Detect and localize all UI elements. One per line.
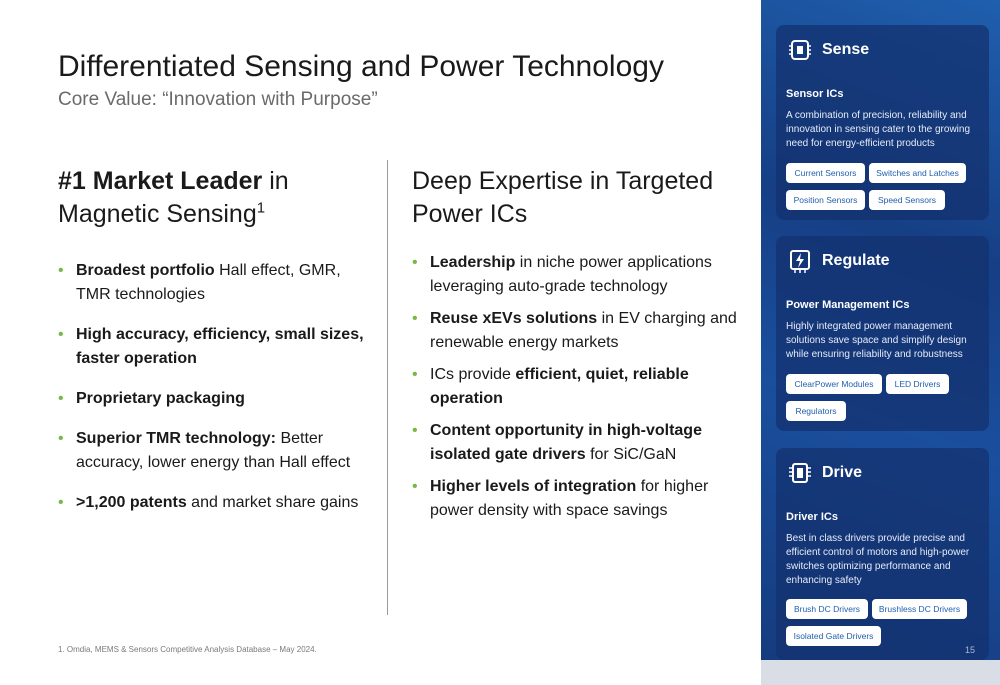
driver-chip-icon [788, 460, 812, 486]
bullet-bold: Superior TMR technology: [76, 430, 276, 447]
bullet-dot-icon: • [412, 254, 418, 271]
right-column-heading: Deep Expertise in Targeted Power ICs [412, 167, 714, 228]
bullet-dot-icon: • [58, 390, 64, 407]
chip-switches-latches[interactable]: Switches and Latches [869, 163, 966, 183]
bullet-bold: Leadership [430, 254, 516, 271]
bullet-dot-icon: • [58, 262, 64, 279]
bullet-dot-icon: • [412, 310, 418, 327]
left-bullet-list [58, 259, 368, 531]
right-bullet-list [412, 251, 737, 531]
bullet-text: in EV charging and renewable energy markets [430, 310, 737, 351]
chip-current-sensors[interactable]: Current Sensors [786, 163, 865, 183]
footnote: 1. Omdia, MEMS & Sensors Competitive Analysis Database – May 2024. [58, 645, 317, 654]
list-item [412, 307, 737, 355]
card-description: Best in class drivers provide precise and efficient control of motors and high-power switches optimizing performance and enhancing safety [786, 533, 970, 586]
slide-title: Differentiated Sensing and Power Technology [58, 50, 664, 83]
bullet-dot-icon: • [58, 326, 64, 343]
card-title: Regulate [822, 252, 890, 269]
column-divider [387, 160, 388, 615]
bullet-bold: Content opportunity in high-voltage isolated gate drivers [430, 422, 702, 463]
chip-position-sensors[interactable]: Position Sensors [786, 190, 865, 210]
card-description: A combination of precision, reliability and innovation in sensing cater to the growing need for energy-efficient products [786, 110, 971, 149]
card-subtitle: Sensor ICs [786, 88, 844, 100]
chip-speed-sensors[interactable]: Speed Sensors [869, 190, 945, 210]
card-subtitle: Driver ICs [786, 511, 838, 523]
bullet-bold: Higher levels of integration [430, 478, 637, 495]
left-heading-rest-1: in [262, 167, 289, 195]
chip-regulators[interactable]: Regulators [786, 401, 846, 421]
chip-isolated-gate-drivers[interactable]: Isolated Gate Drivers [786, 626, 881, 646]
bullet-dot-icon: • [412, 422, 418, 439]
bullet-text: for SiC/GaN [585, 446, 677, 463]
bullet-dot-icon: • [58, 494, 64, 511]
bullet-text: Better accuracy, lower energy than Hall effect [76, 430, 351, 471]
power-bolt-icon [788, 248, 812, 274]
list-item [58, 259, 368, 307]
bullet-text: Hall effect, GMR, TMR technologies [76, 262, 341, 303]
list-item [412, 363, 737, 411]
list-item [412, 251, 737, 299]
bullet-dot-icon: • [412, 478, 418, 495]
bullet-dot-icon: • [412, 366, 418, 383]
chip-clearpower-modules[interactable]: ClearPower Modules [786, 374, 882, 394]
card-description: Highly integrated power management solutions save space and simplify design while ensuring reliability and robustness [786, 321, 967, 360]
sense-card [776, 25, 989, 220]
slide-subtitle: Core Value: “Innovation with Purpose” [58, 89, 378, 110]
bullet-bold: efficient, quiet, reliable operation [430, 366, 689, 407]
bullet-bold: High accuracy, efficiency, small sizes, faster operation [76, 326, 364, 367]
bullet-pre: ICs provide [430, 366, 516, 383]
chip-brush-dc-drivers[interactable]: Brush DC Drivers [786, 599, 868, 619]
left-column-heading [58, 165, 378, 231]
page-number: 15 [965, 645, 976, 655]
card-title: Drive [822, 464, 863, 481]
card-title: Sense [822, 41, 870, 58]
chip-brushless-dc-drivers[interactable]: Brushless DC Drivers [872, 599, 967, 619]
left-heading-bold: #1 Market Leader [58, 167, 263, 195]
list-item [58, 427, 368, 475]
bullet-bold: Proprietary packaging [76, 390, 245, 407]
bullet-dot-icon: • [58, 430, 64, 447]
chip-led-drivers[interactable]: LED Drivers [886, 374, 949, 394]
bullet-text: in niche power applications leveraging auto-grade technology [430, 254, 712, 295]
list-item [412, 475, 737, 523]
bullet-text: for higher power density with space savings [430, 478, 709, 519]
list-item [412, 419, 737, 467]
regulate-card [776, 236, 989, 431]
sensor-chip-icon [788, 37, 812, 63]
footnote-marker: 1 [256, 199, 266, 217]
bullet-text: and market share gains [186, 494, 359, 511]
product-sidebar [761, 0, 1000, 685]
bullet-bold: Reuse xEVs solutions [430, 310, 598, 327]
drive-card [776, 448, 989, 660]
panel-bottom-strip [761, 660, 1000, 685]
list-item [58, 387, 368, 411]
bullet-bold: Broadest portfolio [76, 262, 215, 279]
list-item [58, 323, 368, 371]
list-item [58, 491, 368, 515]
card-subtitle: Power Management ICs [786, 299, 910, 311]
bullet-bold: >1,200 patents [76, 494, 187, 511]
left-heading-rest-2: Magnetic Sensing [58, 200, 257, 228]
